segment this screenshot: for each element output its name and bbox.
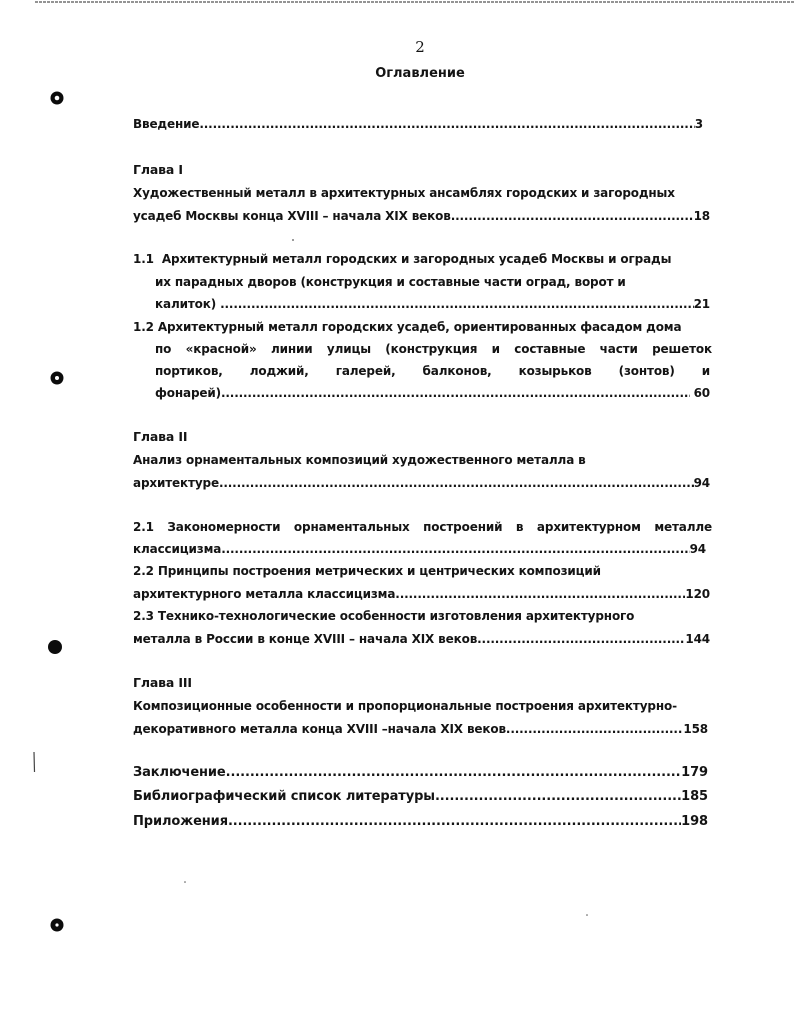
toc-entry-page: 198 [681, 814, 708, 829]
dot-leader [506, 721, 683, 737]
binder-hole [51, 92, 64, 105]
section-2-1-line: 2.1 Закономерности орнаментальных построений в архитектурном металле [133, 520, 712, 534]
toc-entry-label: Приложения [133, 814, 228, 829]
page-title: Оглавление [375, 66, 465, 81]
dot-leader [226, 764, 682, 782]
chapter-1-title-line: Художественный металл в архитектурных ансамблях городских и загородных [133, 186, 675, 200]
dot-leader [477, 631, 685, 647]
dot-leader [221, 541, 689, 557]
toc-entry-section-1-2 [155, 385, 710, 401]
toc-entry-label: Библиографический список литературы [133, 789, 435, 804]
toc-entry-label: архитектурного металла классицизма [133, 587, 396, 601]
binder-hole [48, 640, 62, 654]
toc-entry-page: 60 [693, 386, 710, 400]
section-1-1-line: их парадных дворов (конструкция и составные части оград, ворот и [155, 275, 626, 289]
toc-entry-label: металла в России в конце XVIII – начала XIX веков [133, 632, 478, 646]
toc-entry-section-2-2 [133, 586, 710, 602]
toc-entry-appendices [133, 813, 708, 831]
dot-leader [220, 296, 693, 312]
toc-entry-page: 120 [685, 587, 710, 601]
toc-entry-conclusion [133, 764, 708, 782]
binder-hole [51, 919, 64, 932]
chapter-3-title-line: Композиционные особенности и пропорциональные построения архитектурно- [133, 699, 677, 713]
toc-entry-page: 179 [681, 765, 708, 780]
binder-hole [51, 372, 64, 385]
scan-speck [586, 914, 588, 916]
chapter-3-heading: Глава III [133, 675, 192, 690]
toc-entry-section-1-1 [155, 296, 710, 312]
scan-speck [184, 881, 186, 883]
toc-entry-page: 144 [685, 632, 710, 646]
section-1-1-line: 1.1 Архитектурный металл городских и загородных усадеб Москвы и ограды [133, 252, 672, 266]
toc-entry-section-2-1 [133, 541, 706, 557]
page-number: 2 [415, 38, 425, 56]
dot-leader [228, 813, 681, 831]
toc-entry-chapter-2 [133, 475, 710, 491]
section-1-2-line: портиков, лоджий, галерей, балконов, козырьков (зонтов) и [155, 364, 710, 378]
toc-entry-label: Введение [133, 117, 200, 131]
section-2-2-line: 2.2 Принципы построения метрических и центрических композиций [133, 564, 601, 578]
dot-leader [219, 475, 694, 491]
toc-entry-section-2-3 [133, 631, 710, 647]
toc-entry-chapter-1 [133, 208, 710, 224]
toc-entry-bibliography [133, 788, 708, 806]
toc-entry-page: 3 [694, 117, 703, 131]
chapter-1-heading: Глава I [133, 162, 183, 177]
toc-entry-page: 158 [683, 722, 708, 736]
dot-leader [435, 788, 681, 806]
scan-speck [292, 239, 294, 241]
toc-entry-label: калиток) [155, 297, 221, 311]
toc-entry-label: усадеб Москвы конца XVIII – начала XIX веков [133, 209, 451, 223]
toc-entry-label: фонарей) [155, 386, 221, 400]
chapter-2-heading: Глава II [133, 429, 188, 444]
toc-entry-label: архитектуре [133, 476, 219, 490]
chapter-2-title-line: Анализ орнаментальных композиций художественного металла в [133, 453, 586, 467]
section-1-2-line: 1.2 Архитектурный металл городских усадеб, ориентированных фасадом дома [133, 320, 682, 334]
dot-leader [451, 208, 694, 224]
dot-leader [221, 385, 690, 401]
dot-leader [199, 116, 694, 132]
toc-entry-label: классицизма [133, 542, 222, 556]
toc-entry-page: 18 [693, 209, 710, 223]
toc-entry-chapter-3 [133, 721, 708, 737]
dot-leader [395, 586, 685, 602]
section-1-2-line: по «красной» линии улицы (конструкция и составные части решеток [155, 342, 712, 356]
toc-entry-page: 94 [689, 542, 706, 556]
toc-entry-introduction [133, 116, 703, 132]
toc-entry-page: 21 [693, 297, 710, 311]
toc-entry-page: 94 [693, 476, 710, 490]
toc-entry-label: декоративного металла конца XVIII –начала XIX веков [133, 722, 506, 736]
scan-left-mark [34, 752, 35, 772]
section-2-3-line: 2.3 Технико-технологические особенности изготовления архитектурного [133, 609, 635, 623]
toc-entry-label: Заключение [133, 765, 226, 780]
toc-entry-page: 185 [681, 789, 708, 804]
